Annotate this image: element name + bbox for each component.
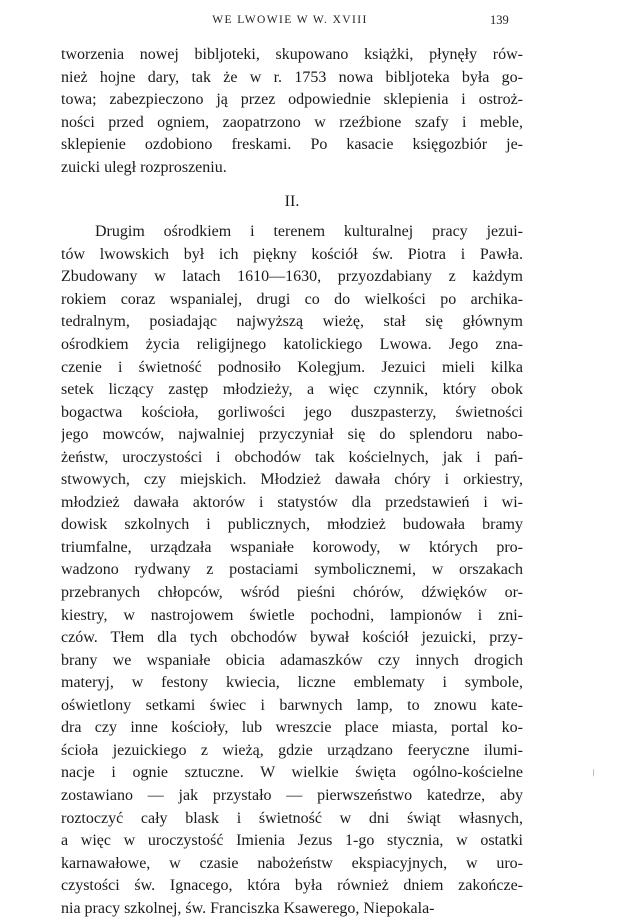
text-line: dra czy inne kościoły, lub wreszcie place miasta, portal ko- [61,719,523,737]
text-line: zostawiano — jak przystało — pierwszeństwo katedrze, aby [61,786,523,804]
page-number: 139 [490,13,509,27]
text-line: tów lwowskich był ich piękny kościół św. Piotra i Pawła. [61,245,523,263]
text-line: bogactwa kościoła, gorliwości jego duszpasterzy, świetności [61,403,523,421]
text-line: rokiem coraz wspanialej, drugi co do wielkości po archika- [61,290,523,308]
text-line: a więc w uroczystość Imienia Jezus 1-go stycznia, w ostatki [61,832,523,850]
text-line: czystości św. Ignacego, która była również dniem zakończe- [61,877,523,895]
text-line: zuicki uległ rozproszeniu. [61,158,227,176]
text-line: Zbudowany w latach 1610—1630, przyozdabiany z każdym [61,268,523,286]
text-line: nież hojne dary, tak że w r. 1753 nowa bibljoteka była go- [61,68,523,86]
text-line: ności przed ogniem, zaopatrzono w rzeźbione szafy i meble, [61,113,523,131]
text-line: nacje i ognie sztuczne. W wielkie święta ogólno-kościelne [61,764,523,782]
text-line: kiestry, w nastrojowem świetle pochodni, lampionów i zni- [61,606,523,624]
paragraph-library [61,44,523,179]
text-line: czów. Tłem dla tych obchodów bywał kościół jezuicki, przy- [61,629,523,647]
text-line: brany we wspaniałe obicia adamaszków czy innych drogich [61,651,523,669]
text-line: Drugim ośrodkiem i terenem kulturalnej pracy jezui- [95,223,523,241]
text-line: tedralnym, posiadając najwyższą wieżę, stał się głównym [61,313,523,331]
text-line: żeństw, uroczystości i obchodów tak kościelnych, jak i pań- [61,448,523,466]
text-line: roztoczyć cały blask i świetność w dni świąt własnych, [61,809,523,827]
text-line: towa; zabezpieczono ją przez odpowiednie sklepienia i ostroż- [61,91,523,109]
text-line: sklepienie ozdobiono freskami. Po kasacie księgozbiór je- [61,136,523,154]
running-head: WE LWOWIE W W. XVIII [212,14,368,26]
paragraph-church [61,221,523,920]
body-text [61,44,523,920]
text-line: karnawałowe, w czasie nabożeństw ekspiacyjnych, w uro- [61,854,523,872]
text-line: wadzono rydwany z postaciami symbolicznemi, w orszakach [61,561,523,579]
text-line: ośrodkiem życia religijnego katolickiego Lwowa. Jego zna- [61,336,523,354]
text-line: triumfalne, urządzała wspaniałe korowody, w których pro- [61,538,523,556]
text-line: dowisk szkolnych i publicznych, młodzież budowała bramy [61,516,523,534]
text-line: młodzież dawała aktorów i statystów dla przedstawień i wi- [61,493,523,511]
text-line: stwowych, czy miejskich. Młodzież dawała chóry i orkiestry, [61,471,523,489]
text-line: oświetlony setkami świec i barwnych lamp, to znowu kate- [61,696,523,714]
text-line: tworzenia nowej bibljoteki, skupowano książki, płynęły rów- [61,46,523,63]
text-line: przebranych chłopców, wśród pieśni chórów, dźwięków or- [61,584,523,602]
text-line: materyj, w festony kwiecia, liczne emblematy i symbole, [61,674,523,692]
scan-edge-mark: \ [590,767,597,780]
text-line: nia pracy szkolnej, św. Franciszka Ksawerego, Niepokala- [61,899,435,917]
text-line: setek liczący zastęp młodzieży, a więc czynnik, który obok [61,381,523,399]
text-line: czenie i świetność podnosiło Kolegjum. Jezuici mieli kilka [61,358,523,376]
section-heading: II. [284,193,300,211]
text-line: jego mowców, najwalniej przyczyniał się do splendoru nabo- [61,426,523,444]
text-line: ścioła jezuickiego z wieżą, gdzie urządzano feeryczne ilumi- [61,741,523,759]
